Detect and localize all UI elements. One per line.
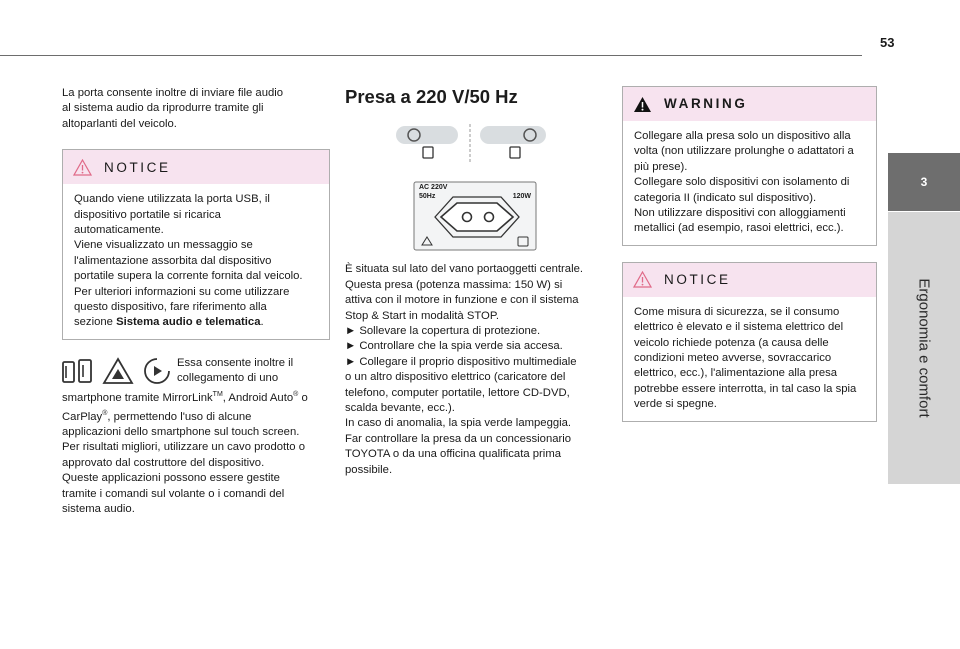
socket-label-ac: AC 220V (419, 184, 448, 192)
warning-title: WARNING (664, 96, 748, 112)
android-auto-text: , Android Auto (222, 391, 294, 404)
left-column (62, 86, 330, 517)
warning-triangle-icon (633, 271, 652, 288)
android-auto-icon (102, 357, 134, 385)
notice-box (62, 149, 330, 340)
trademark-mark: TM (212, 390, 223, 398)
notice-box-2 (622, 262, 877, 422)
power-socket-illustration (413, 181, 537, 251)
socket-label-power: 120W (512, 193, 531, 201)
center-console-illustration (394, 124, 550, 162)
notice-body (63, 184, 329, 339)
notice-header-2 (623, 263, 876, 297)
warning-triangle-icon (633, 96, 652, 113)
socket-description: È situata sul lato del vano portaoggetti centrale. Questa presa (potenza massima: 150 W) si attiva con il motore in funzione e con il sistema Stop & Start in modalità STOP. ► Sollevare la copertura di protezione. ► Controllare che la spia verde sia accesa. ► Collegare il proprio dispositivo multimediale o un altro dispositivo elettrico (caricatore del telefono, computer portatile, lettore CD-DVD, scalda bevante, ecc.). In caso di anomalia, la spia verde lampeggia. Far controllare la presa da un concessionario TOYOTA o da una officina qualificata prima possibile. (345, 263, 584, 476)
chapter-tab-label: Ergonomia e comfort (915, 278, 933, 418)
socket-label-hz: 50Hz (419, 193, 436, 201)
section-title: Presa a 220 V/50 Hz (345, 86, 518, 107)
registered-mark: ® (293, 390, 299, 398)
header-rule (0, 55, 862, 56)
notice-section-link[interactable]: Sistema audio e telematica (116, 316, 261, 329)
smartphone-connect-row (62, 356, 330, 387)
notice-title-2: NOTICE (664, 272, 731, 288)
page-number: 53 (880, 35, 895, 50)
smartphone-connect-head: Essa consente inoltre il collegamento di uno (177, 356, 294, 385)
right-column (622, 86, 877, 422)
warning-triangle-icon (73, 159, 92, 176)
warning-box (622, 86, 877, 246)
warning-header (623, 87, 876, 121)
mirrorlink-text: smartphone tramite MirrorLink (62, 391, 213, 404)
or-text: o (298, 391, 308, 404)
warning-body: Collegare alla presa solo un dispositivo alla volta (non utilizzare prolunghe o adattatori a più prese). Collegare solo dispositivi con isolamento di categoria II (indicato sul dispositivo). Non utilizzare dispositivi con alloggiamenti metallici (ad esempio, rasoi elettrici, ecc.). (634, 130, 854, 235)
smartphone-connect-text (62, 387, 330, 518)
notice-body-2: Come misura di sicurezza, se il consumo elettrico è elevato e il sistema elettrico del veicolo richiede potenza (a causa delle condizioni meteo avverse, sovraccarico elettrico, ecc.), l'alimentazione alla presa potrebbe essere interrotta, in tal caso la spia verde si spegne. (634, 305, 857, 411)
notice-end: . (260, 316, 264, 329)
smartphone-connect-tail: , permettendo l'uso di alcune applicazioni dello smartphone sul touch screen. Per risultati migliori, utilizzare un cavo prodotto o approvato dal costruttore del dispositivo. Queste applicazioni possono essere gestite tramite i comandi sul volante o i comandi del sistema audio. (62, 410, 305, 516)
connectivity-icons (62, 356, 171, 385)
notice-text: Quando viene utilizzata la porta USB, il dispositivo portatile si ricarica automaticamente. Viene visualizzato un messaggio se l'alimentazione assorbita dal dispositivo portatile supera la corrente fornita dal veicolo. Per ulteriori informazioni su come utilizzare questo dispositivo, fare riferimento alla sezione (74, 193, 303, 329)
notice-title: NOTICE (104, 159, 171, 175)
registered-mark-2: ® (102, 409, 108, 417)
intro-paragraph: La porta consente inoltre di inviare file audio al sistema audio da riprodurre tramite gli altoparlanti del veicolo. (62, 87, 284, 130)
carplay-icon (143, 357, 171, 385)
mirrorlink-icon (62, 357, 93, 385)
carplay-text: CarPlay (62, 410, 103, 423)
notice-header (63, 150, 329, 184)
middle-column (345, 86, 610, 478)
chapter-tab-number[interactable]: 3 (888, 153, 960, 211)
